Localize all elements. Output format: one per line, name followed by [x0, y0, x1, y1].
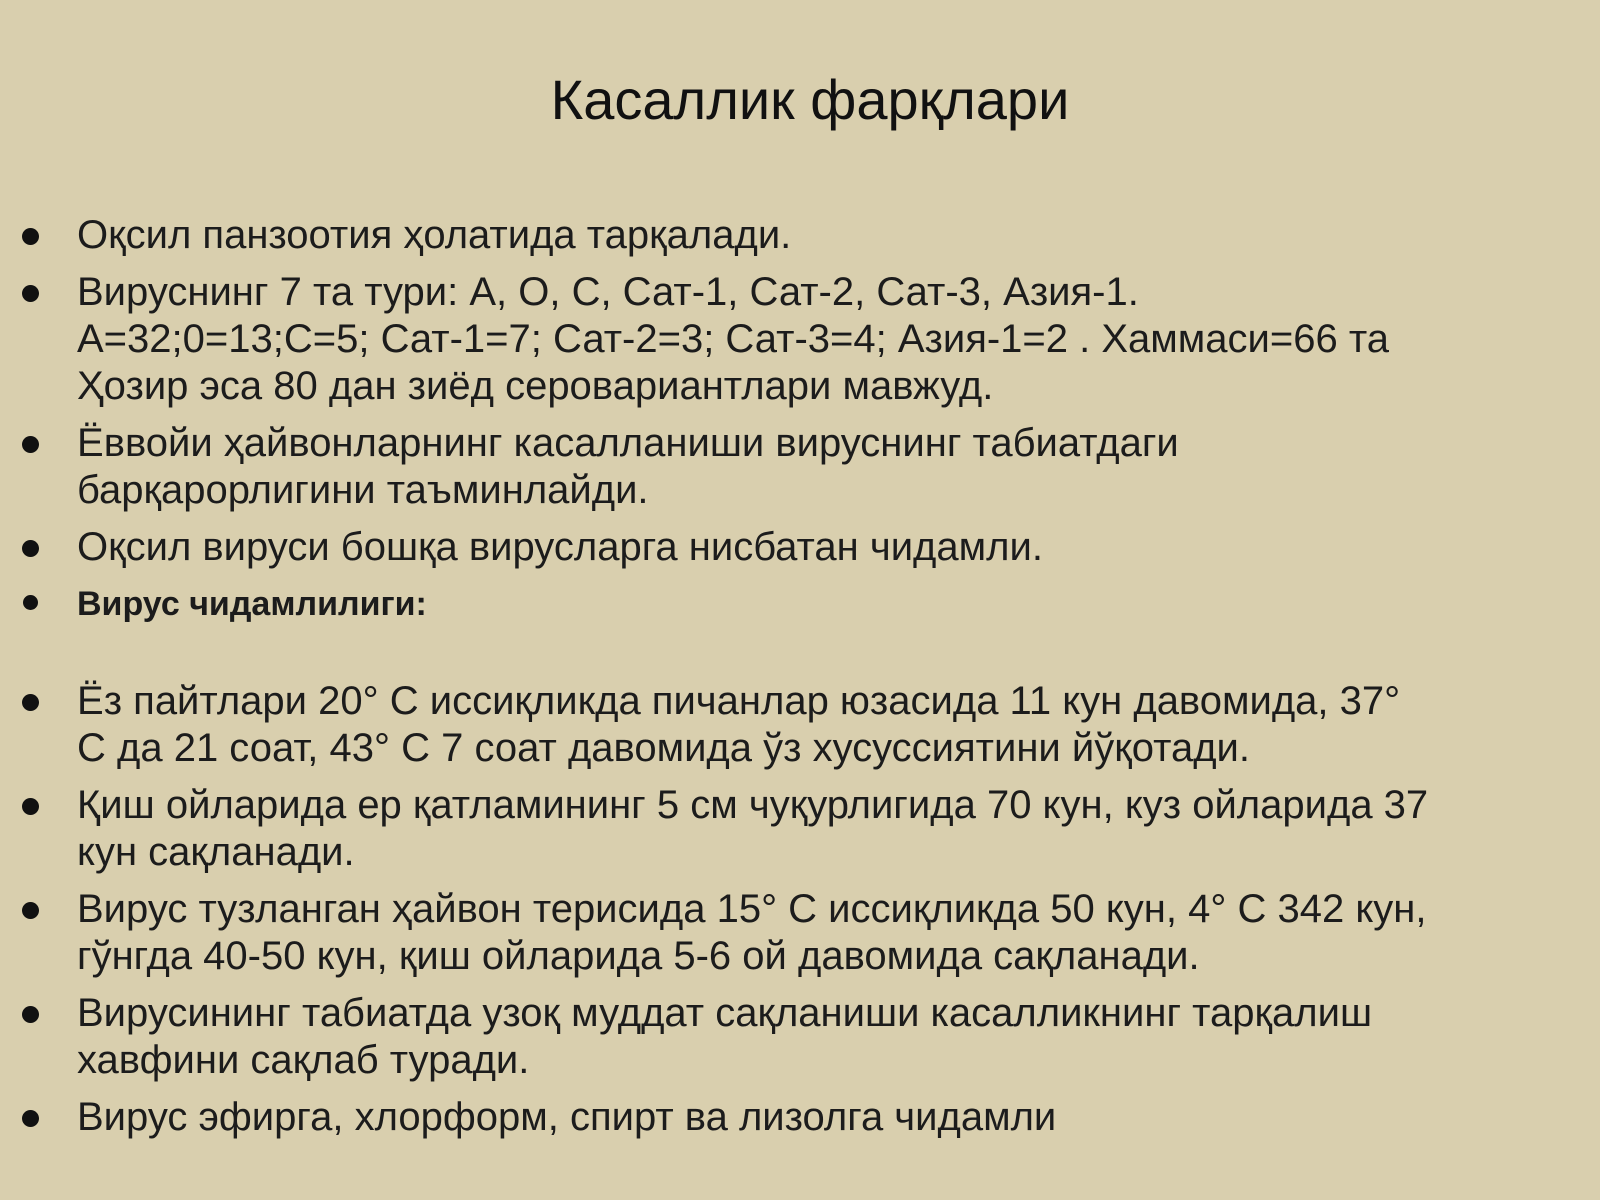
bullet-icon — [23, 595, 38, 610]
bullet-icon — [22, 694, 39, 711]
item-text: Оқсил вируси бошқа вирусларга нисбатан чидамли. — [77, 525, 1043, 569]
bullet-icon — [22, 798, 39, 815]
bullet-icon — [22, 285, 39, 302]
item-text: Ёввойи ҳайвонларнинг касалланиши вируснинг табиатдаги — [77, 421, 1179, 465]
item-text: С да 21 соат, 43° С 7 соат давомида ўз хусуссиятини йўқотади. — [77, 726, 1251, 770]
bullet-icon — [22, 436, 39, 453]
list-item — [0, 269, 1600, 410]
item-text: Вируснинг 7 та тури: А, О, С, Сат-1, Сат-2, Сат-3, Азия-1. — [77, 270, 1139, 314]
list-item-heading — [0, 581, 1600, 628]
item-text: Вирус эфирга, хлорформ, спирт ва лизолга чидамли — [77, 1095, 1057, 1139]
list-item — [0, 1094, 1600, 1141]
bullet-icon — [22, 902, 39, 919]
item-text: Вирус чидамлилиги: — [77, 585, 427, 623]
slide-title: Касаллик фарқлари — [550, 68, 1070, 131]
bullet-icon — [22, 1006, 39, 1023]
item-text: Қиш ойларида ер қатламининг 5 см чуқурлигида 70 кун, куз ойларида 37 — [77, 783, 1429, 827]
list-item — [0, 212, 1600, 259]
item-text: А=32;0=13;С=5; Сат-1=7; Сат-2=3; Сат-3=4; Азия-1=2 . Хаммаси=66 та — [77, 317, 1389, 361]
list-item — [0, 420, 1600, 514]
item-text: Ҳозир эса 80 дан зиёд серовариантлари мавжуд. — [77, 364, 994, 408]
list-item — [0, 990, 1600, 1084]
bullet-icon — [22, 540, 39, 557]
list-item — [0, 678, 1600, 772]
bullet-icon — [22, 228, 39, 245]
list-item — [0, 524, 1600, 571]
item-text: кун сақланади. — [77, 830, 355, 874]
list-item — [0, 782, 1600, 876]
item-text: гўнгда 40-50 кун, қиш ойларида 5-6 ой давомида сақланади. — [77, 934, 1200, 978]
bullet-list — [0, 212, 1600, 1151]
item-text: барқарорлигини таъминлайди. — [77, 468, 649, 512]
item-text: Вирус тузланган ҳайвон терисида 15° С иссиқликда 50 кун, 4° С 342 кун, — [77, 887, 1427, 931]
bullet-icon — [22, 1110, 39, 1127]
item-text: Вирусининг табиатда узоқ муддат сақланиши касалликнинг тарқалиш — [77, 991, 1373, 1035]
item-text: хавфини сақлаб туради. — [77, 1038, 530, 1082]
list-item — [0, 886, 1600, 980]
item-text: Ёз пайтлари 20° С иссиқликда пичанлар юзасида 11 кун давомида, 37° — [77, 679, 1401, 723]
item-text: Оқсил панзоотия ҳолатида тарқалади. — [77, 213, 792, 257]
